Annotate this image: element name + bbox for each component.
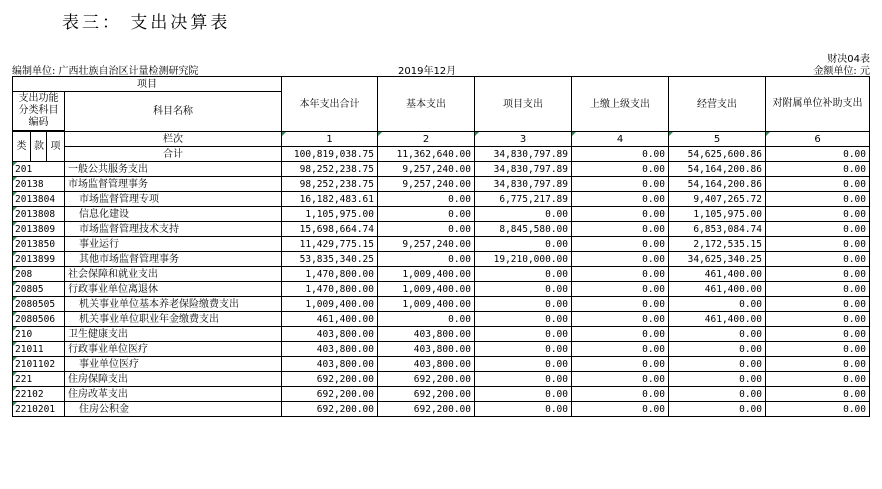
row-value: 19,210,000.00: [475, 252, 572, 267]
total-label: 合计: [65, 147, 282, 162]
form-number: 财决04表: [827, 54, 870, 65]
row-value: 0.00: [572, 192, 669, 207]
row-value: 0.00: [475, 297, 572, 312]
row-code: 2013808: [13, 207, 65, 222]
row-value: 0.00: [572, 177, 669, 192]
row-value: 0.00: [766, 162, 870, 177]
expenditure-table: [12, 76, 870, 417]
row-value: 0.00: [766, 237, 870, 252]
page-title: 表三： 支出决算表: [62, 13, 231, 33]
row-value: 0.00: [572, 372, 669, 387]
row-name: 事业单位医疗: [65, 357, 282, 372]
row-code: 2013804: [13, 192, 65, 207]
row-value: 403,800.00: [282, 327, 378, 342]
row-value: 6,853,084.74: [669, 222, 766, 237]
row-value: 0.00: [669, 372, 766, 387]
header-code-group: 支出功能分类科目编码: [13, 92, 65, 131]
col-number: 1: [282, 132, 378, 147]
row-name: 住房改革支出: [65, 387, 282, 402]
col-number: 4: [572, 132, 669, 147]
total-cell: 11,362,640.00: [378, 147, 475, 162]
row-value: 0.00: [475, 387, 572, 402]
row-code: 2013809: [13, 222, 65, 237]
table-row: [13, 387, 870, 402]
row-value: 0.00: [475, 372, 572, 387]
row-value: 403,800.00: [282, 357, 378, 372]
row-code: 2013850: [13, 237, 65, 252]
row-name: 卫生健康支出: [65, 327, 282, 342]
total-cell: 0.00: [572, 147, 669, 162]
row-name: 行政事业单位离退休: [65, 282, 282, 297]
row-value: 8,845,580.00: [475, 222, 572, 237]
row-value: 403,800.00: [378, 357, 475, 372]
row-value: 0.00: [475, 282, 572, 297]
row-value: 0.00: [378, 252, 475, 267]
row-value: 0.00: [572, 207, 669, 222]
total-cell: 34,830,797.89: [475, 147, 572, 162]
row-value: 16,182,483.61: [282, 192, 378, 207]
header-lanci: 栏次: [65, 132, 282, 147]
row-value: 1,009,400.00: [378, 297, 475, 312]
row-code: 2210201: [13, 402, 65, 417]
row-code: 20138: [13, 177, 65, 192]
row-value: 692,200.00: [282, 372, 378, 387]
row-value: 0.00: [572, 387, 669, 402]
row-value: 9,257,240.00: [378, 237, 475, 252]
table-row: [13, 297, 870, 312]
row-value: 1,009,400.00: [378, 267, 475, 282]
row-value: 692,200.00: [378, 402, 475, 417]
row-value: 0.00: [475, 357, 572, 372]
row-value: 0.00: [766, 357, 870, 372]
total-cell: 100,819,038.75: [282, 147, 378, 162]
row-value: 0.00: [766, 207, 870, 222]
row-value: 0.00: [766, 327, 870, 342]
row-name: 信息化建设: [65, 207, 282, 222]
header-col2: 基本支出: [378, 77, 475, 132]
table-row: [13, 237, 870, 252]
row-value: 0.00: [572, 267, 669, 282]
table-row: [13, 342, 870, 357]
header-lei: 类: [13, 132, 31, 162]
row-value: 0.00: [572, 222, 669, 237]
row-name: 其他市场监督管理事务: [65, 252, 282, 267]
header-name: 科目名称: [65, 92, 282, 132]
row-value: 0.00: [669, 342, 766, 357]
row-value: 1,470,800.00: [282, 282, 378, 297]
row-value: 0.00: [669, 357, 766, 372]
row-value: 0.00: [475, 237, 572, 252]
row-code: 21011: [13, 342, 65, 357]
header-kuan: 款: [31, 132, 47, 162]
row-code: 2080505: [13, 297, 65, 312]
row-value: 0.00: [669, 387, 766, 402]
row-value: 0.00: [766, 402, 870, 417]
row-value: 692,200.00: [378, 372, 475, 387]
col-number: 2: [378, 132, 475, 147]
table-row: [13, 222, 870, 237]
table-row: [13, 177, 870, 192]
row-value: 0.00: [766, 372, 870, 387]
header-col6: 对附属单位补助支出: [766, 77, 870, 132]
row-value: 0.00: [766, 312, 870, 327]
header-xiang: 项: [47, 132, 65, 162]
row-name: 机关事业单位职业年金缴费支出: [65, 312, 282, 327]
table-row: [13, 327, 870, 342]
row-value: 0.00: [766, 267, 870, 282]
row-value: 54,164,200.86: [669, 162, 766, 177]
row-code: 221: [13, 372, 65, 387]
row-value: 6,775,217.89: [475, 192, 572, 207]
table-row: [13, 252, 870, 267]
row-code: 210: [13, 327, 65, 342]
row-code: 2101102: [13, 357, 65, 372]
row-name: 机关事业单位基本养老保险缴费支出: [65, 297, 282, 312]
row-value: 403,800.00: [378, 342, 475, 357]
row-value: 0.00: [572, 357, 669, 372]
row-name: 行政事业单位医疗: [65, 342, 282, 357]
row-value: 0.00: [766, 222, 870, 237]
row-name: 一般公共服务支出: [65, 162, 282, 177]
row-value: 0.00: [572, 342, 669, 357]
row-value: 0.00: [572, 162, 669, 177]
row-value: 53,835,340.25: [282, 252, 378, 267]
header-col5: 经营支出: [669, 77, 766, 132]
row-value: 0.00: [378, 222, 475, 237]
row-value: 9,407,265.72: [669, 192, 766, 207]
row-value: 0.00: [572, 312, 669, 327]
row-name: 社会保障和就业支出: [65, 267, 282, 282]
row-value: 0.00: [766, 252, 870, 267]
table-row: [13, 162, 870, 177]
row-value: 403,800.00: [282, 342, 378, 357]
organization-label: 编制单位: 广西壮族自治区计量检测研究院: [12, 66, 199, 77]
row-value: 0.00: [475, 327, 572, 342]
row-code: 22102: [13, 387, 65, 402]
row-value: 461,400.00: [669, 312, 766, 327]
row-value: 11,429,775.15: [282, 237, 378, 252]
row-value: 0.00: [766, 192, 870, 207]
row-value: 461,400.00: [669, 267, 766, 282]
row-value: 98,252,238.75: [282, 177, 378, 192]
row-value: 692,200.00: [378, 387, 475, 402]
row-value: 0.00: [766, 177, 870, 192]
row-value: 692,200.00: [282, 387, 378, 402]
row-code: 208: [13, 267, 65, 282]
table-row: [13, 312, 870, 327]
col-number: 3: [475, 132, 572, 147]
total-cell: 0.00: [766, 147, 870, 162]
col-number: 5: [669, 132, 766, 147]
row-value: 9,257,240.00: [378, 162, 475, 177]
header-col1: 本年支出合计: [282, 77, 378, 132]
row-value: 0.00: [766, 282, 870, 297]
row-code: 2080506: [13, 312, 65, 327]
row-value: 0.00: [766, 387, 870, 402]
row-value: 54,164,200.86: [669, 177, 766, 192]
row-value: 2,172,535.15: [669, 237, 766, 252]
row-name: 事业运行: [65, 237, 282, 252]
row-value: 461,400.00: [669, 282, 766, 297]
row-value: 0.00: [669, 402, 766, 417]
col-number: 6: [766, 132, 870, 147]
row-value: 1,105,975.00: [282, 207, 378, 222]
unit-label: 金额单位: 元: [813, 66, 870, 77]
row-name: 住房保障支出: [65, 372, 282, 387]
row-value: 0.00: [475, 312, 572, 327]
row-value: 0.00: [669, 297, 766, 312]
header-col4: 上缴上级支出: [572, 77, 669, 132]
period-label: 2019年12月: [398, 66, 457, 77]
row-value: 692,200.00: [282, 402, 378, 417]
row-value: 0.00: [572, 252, 669, 267]
row-value: 0.00: [669, 327, 766, 342]
total-cell: 54,625,600.86: [669, 147, 766, 162]
row-value: 0.00: [475, 267, 572, 282]
table-row: [13, 357, 870, 372]
row-code: 20805: [13, 282, 65, 297]
row-name: 住房公积金: [65, 402, 282, 417]
table-row: [13, 192, 870, 207]
row-value: 34,830,797.89: [475, 162, 572, 177]
row-name: 市场监督管理事务: [65, 177, 282, 192]
row-value: 34,830,797.89: [475, 177, 572, 192]
row-value: 0.00: [378, 312, 475, 327]
row-value: 0.00: [572, 297, 669, 312]
row-value: 0.00: [475, 402, 572, 417]
table-row: [13, 282, 870, 297]
row-name: 市场监督管理专项: [65, 192, 282, 207]
row-value: 98,252,238.75: [282, 162, 378, 177]
row-value: 461,400.00: [282, 312, 378, 327]
row-value: 34,625,340.25: [669, 252, 766, 267]
row-value: 0.00: [572, 237, 669, 252]
table-row: [13, 207, 870, 222]
row-value: 0.00: [475, 207, 572, 222]
row-value: 1,009,400.00: [378, 282, 475, 297]
row-value: 0.00: [378, 192, 475, 207]
row-value: 403,800.00: [378, 327, 475, 342]
row-code: 201: [13, 162, 65, 177]
row-value: 0.00: [572, 282, 669, 297]
row-name: 市场监督管理技术支持: [65, 222, 282, 237]
row-value: 0.00: [475, 342, 572, 357]
row-value: 15,698,664.74: [282, 222, 378, 237]
row-code: 2013899: [13, 252, 65, 267]
row-value: 1,470,800.00: [282, 267, 378, 282]
row-value: 0.00: [766, 342, 870, 357]
row-value: 0.00: [378, 207, 475, 222]
header-col3: 项目支出: [475, 77, 572, 132]
row-value: 1,009,400.00: [282, 297, 378, 312]
table-row: [13, 372, 870, 387]
row-value: 1,105,975.00: [669, 207, 766, 222]
row-value: 0.00: [572, 402, 669, 417]
table-row: [13, 402, 870, 417]
row-value: 0.00: [572, 327, 669, 342]
row-value: 0.00: [766, 297, 870, 312]
table-row: [13, 267, 870, 282]
row-value: 9,257,240.00: [378, 177, 475, 192]
header-item: 项目: [13, 77, 282, 92]
